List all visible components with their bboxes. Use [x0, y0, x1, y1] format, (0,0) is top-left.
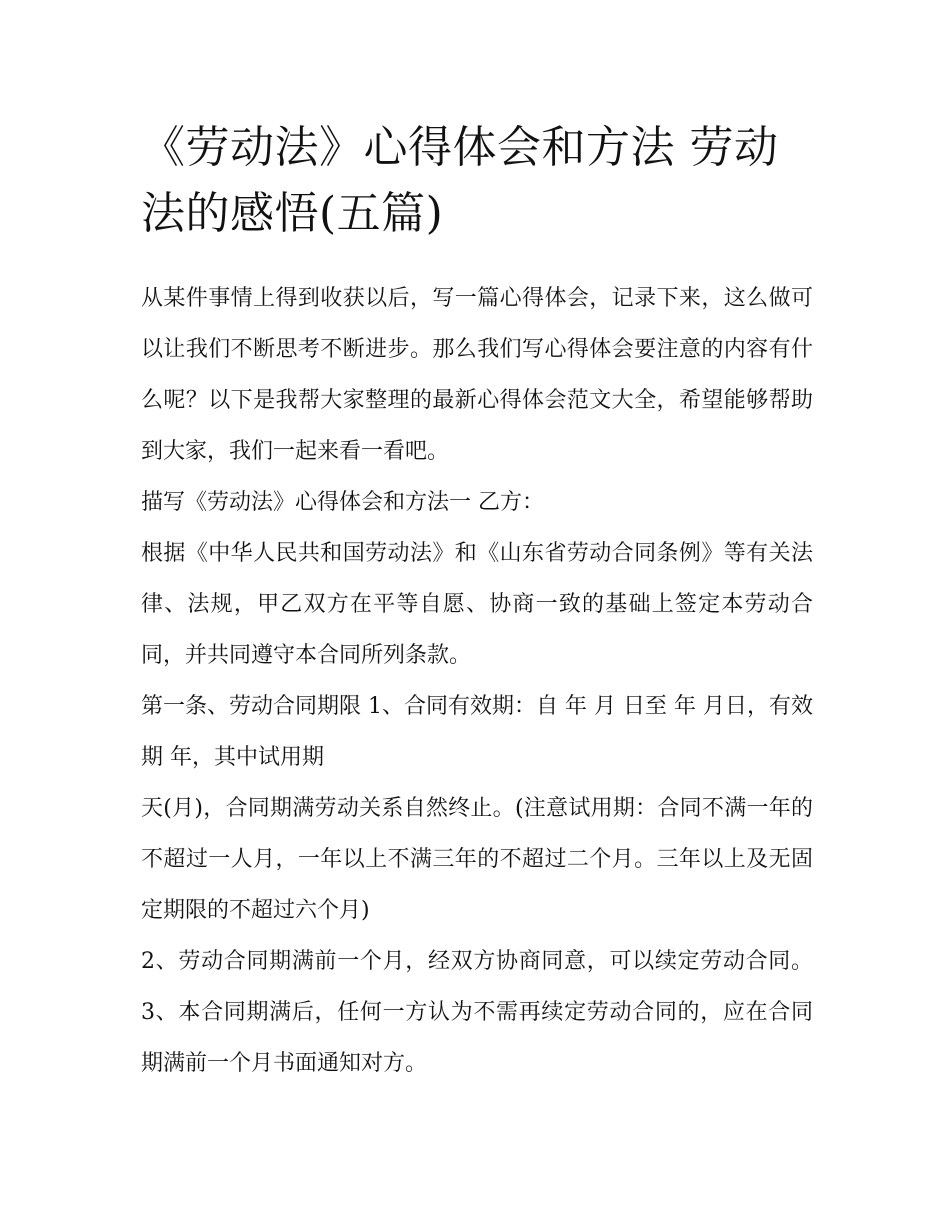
- probation-paragraph: 天(月)，合同期满劳动关系自然终止。(注意试用期：合同不满一年的不超过一人月，一年以上不满三年的不超过二个月。三年以上及无固定期限的不超过六个月): [141, 796, 813, 923]
- document-body: [141, 115, 813, 1089]
- intro-paragraph: 从某件事情上得到收获以后，写一篇心得体会，记录下来，这么做可以让我们不断思考不断进步。那么我们写心得体会要注意的内容有什么呢？以下是我帮大家整理的最新心得体会范文大全，希望能够帮助到大家，我们一起来看一看吧。: [141, 286, 813, 464]
- document-title: 《劳动法》心得体会和方法 劳动法的感悟(五篇): [141, 122, 779, 239]
- renewal-paragraph: 2、劳动合同期满前一个月，经双方协商同意，可以续定劳动合同。 3、本合同期满后，任何一方认为不需再续定劳动合同的，应在合同期满前一个月书面通知对方。: [141, 949, 813, 1076]
- section-heading-paragraph: 描写《劳动法》心得体会和方法一 乙方：: [141, 490, 544, 515]
- contract-basis-paragraph: 根据《中华人民共和国劳动法》和《山东省劳动合同条例》等有关法律、法规，甲乙双方在平等自愿、协商一致的基础上签定本劳动合同，并共同遵守本合同所列条款。: [141, 541, 813, 668]
- contract-term-paragraph: 第一条、劳动合同期限 1、合同有效期：自 年 月 日至 年 月日，有效期 年，其中试用期: [141, 694, 813, 770]
